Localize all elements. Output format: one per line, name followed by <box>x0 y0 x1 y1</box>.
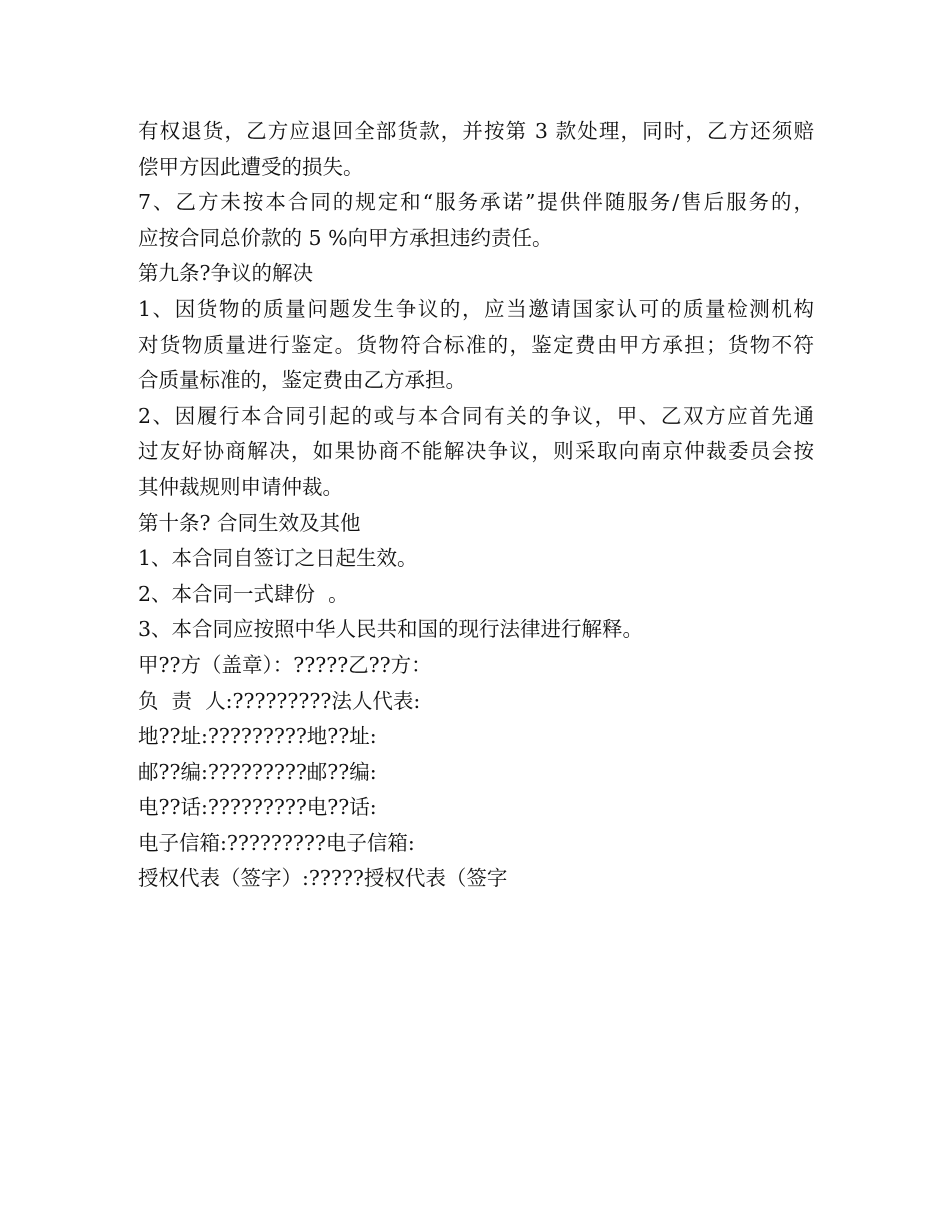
text-line: 应按合同总价款的 5 %向甲方承担违约责任。 <box>138 225 553 250</box>
text-line: 偿甲方因此遭受的损失。 <box>138 154 364 179</box>
signature-field-line: 地??址:?????????地??址: <box>138 724 377 749</box>
text-line: 1、因货物的质量问题发生争议的，应当邀请国家认可的质量检测机构 <box>138 296 814 321</box>
signature-field-line: 电子信箱:?????????电子信箱: <box>138 830 415 855</box>
contract-body <box>138 114 814 897</box>
text-line: 有权退货，乙方应退回全部货款，并按第 3 款处理，同时，乙方还须赔 <box>138 119 814 143</box>
signature-field-line: 邮??编:?????????邮??编: <box>138 759 377 784</box>
signature-field-line: 甲??方（盖章）：?????乙??方： <box>138 652 432 677</box>
text-line: 对货物质量进行鉴定。货物符合标准的，鉴定费由甲方承担；货物不符 <box>138 332 814 357</box>
text-line: 合质量标准的，鉴定费由乙方承担。 <box>138 368 466 393</box>
text-line: 7、乙方未按本合同的规定和“服务承诺”提供伴随服务/售后服务的， <box>138 190 814 215</box>
text-line: 过友好协商解决，如果协商不能解决争议，则采取向南京仲裁委员会按 <box>138 439 814 464</box>
text-line: 3、本合同应按照中华人民共和国的现行法律进行解释。 <box>138 617 644 642</box>
section-heading: 第九条?争议的解决 <box>138 261 313 286</box>
text-line: 其仲裁规则申请仲裁。 <box>138 474 343 499</box>
signature-field-line: 负 责 人:?????????法人代表: <box>138 688 421 713</box>
section-heading: 第十条? 合同生效及其他 <box>138 510 361 535</box>
signature-field-line: 授权代表（签字）:?????授权代表（签字 <box>138 866 508 891</box>
signature-field-line: 电??话:?????????电??话: <box>138 795 377 820</box>
text-line: 2、因履行本合同引起的或与本合同有关的争议，甲、乙双方应首先通 <box>138 403 814 428</box>
text-line: 1、本合同自签订之日起生效。 <box>138 546 418 571</box>
text-line: 2、本合同一式肆份 。 <box>138 581 349 606</box>
